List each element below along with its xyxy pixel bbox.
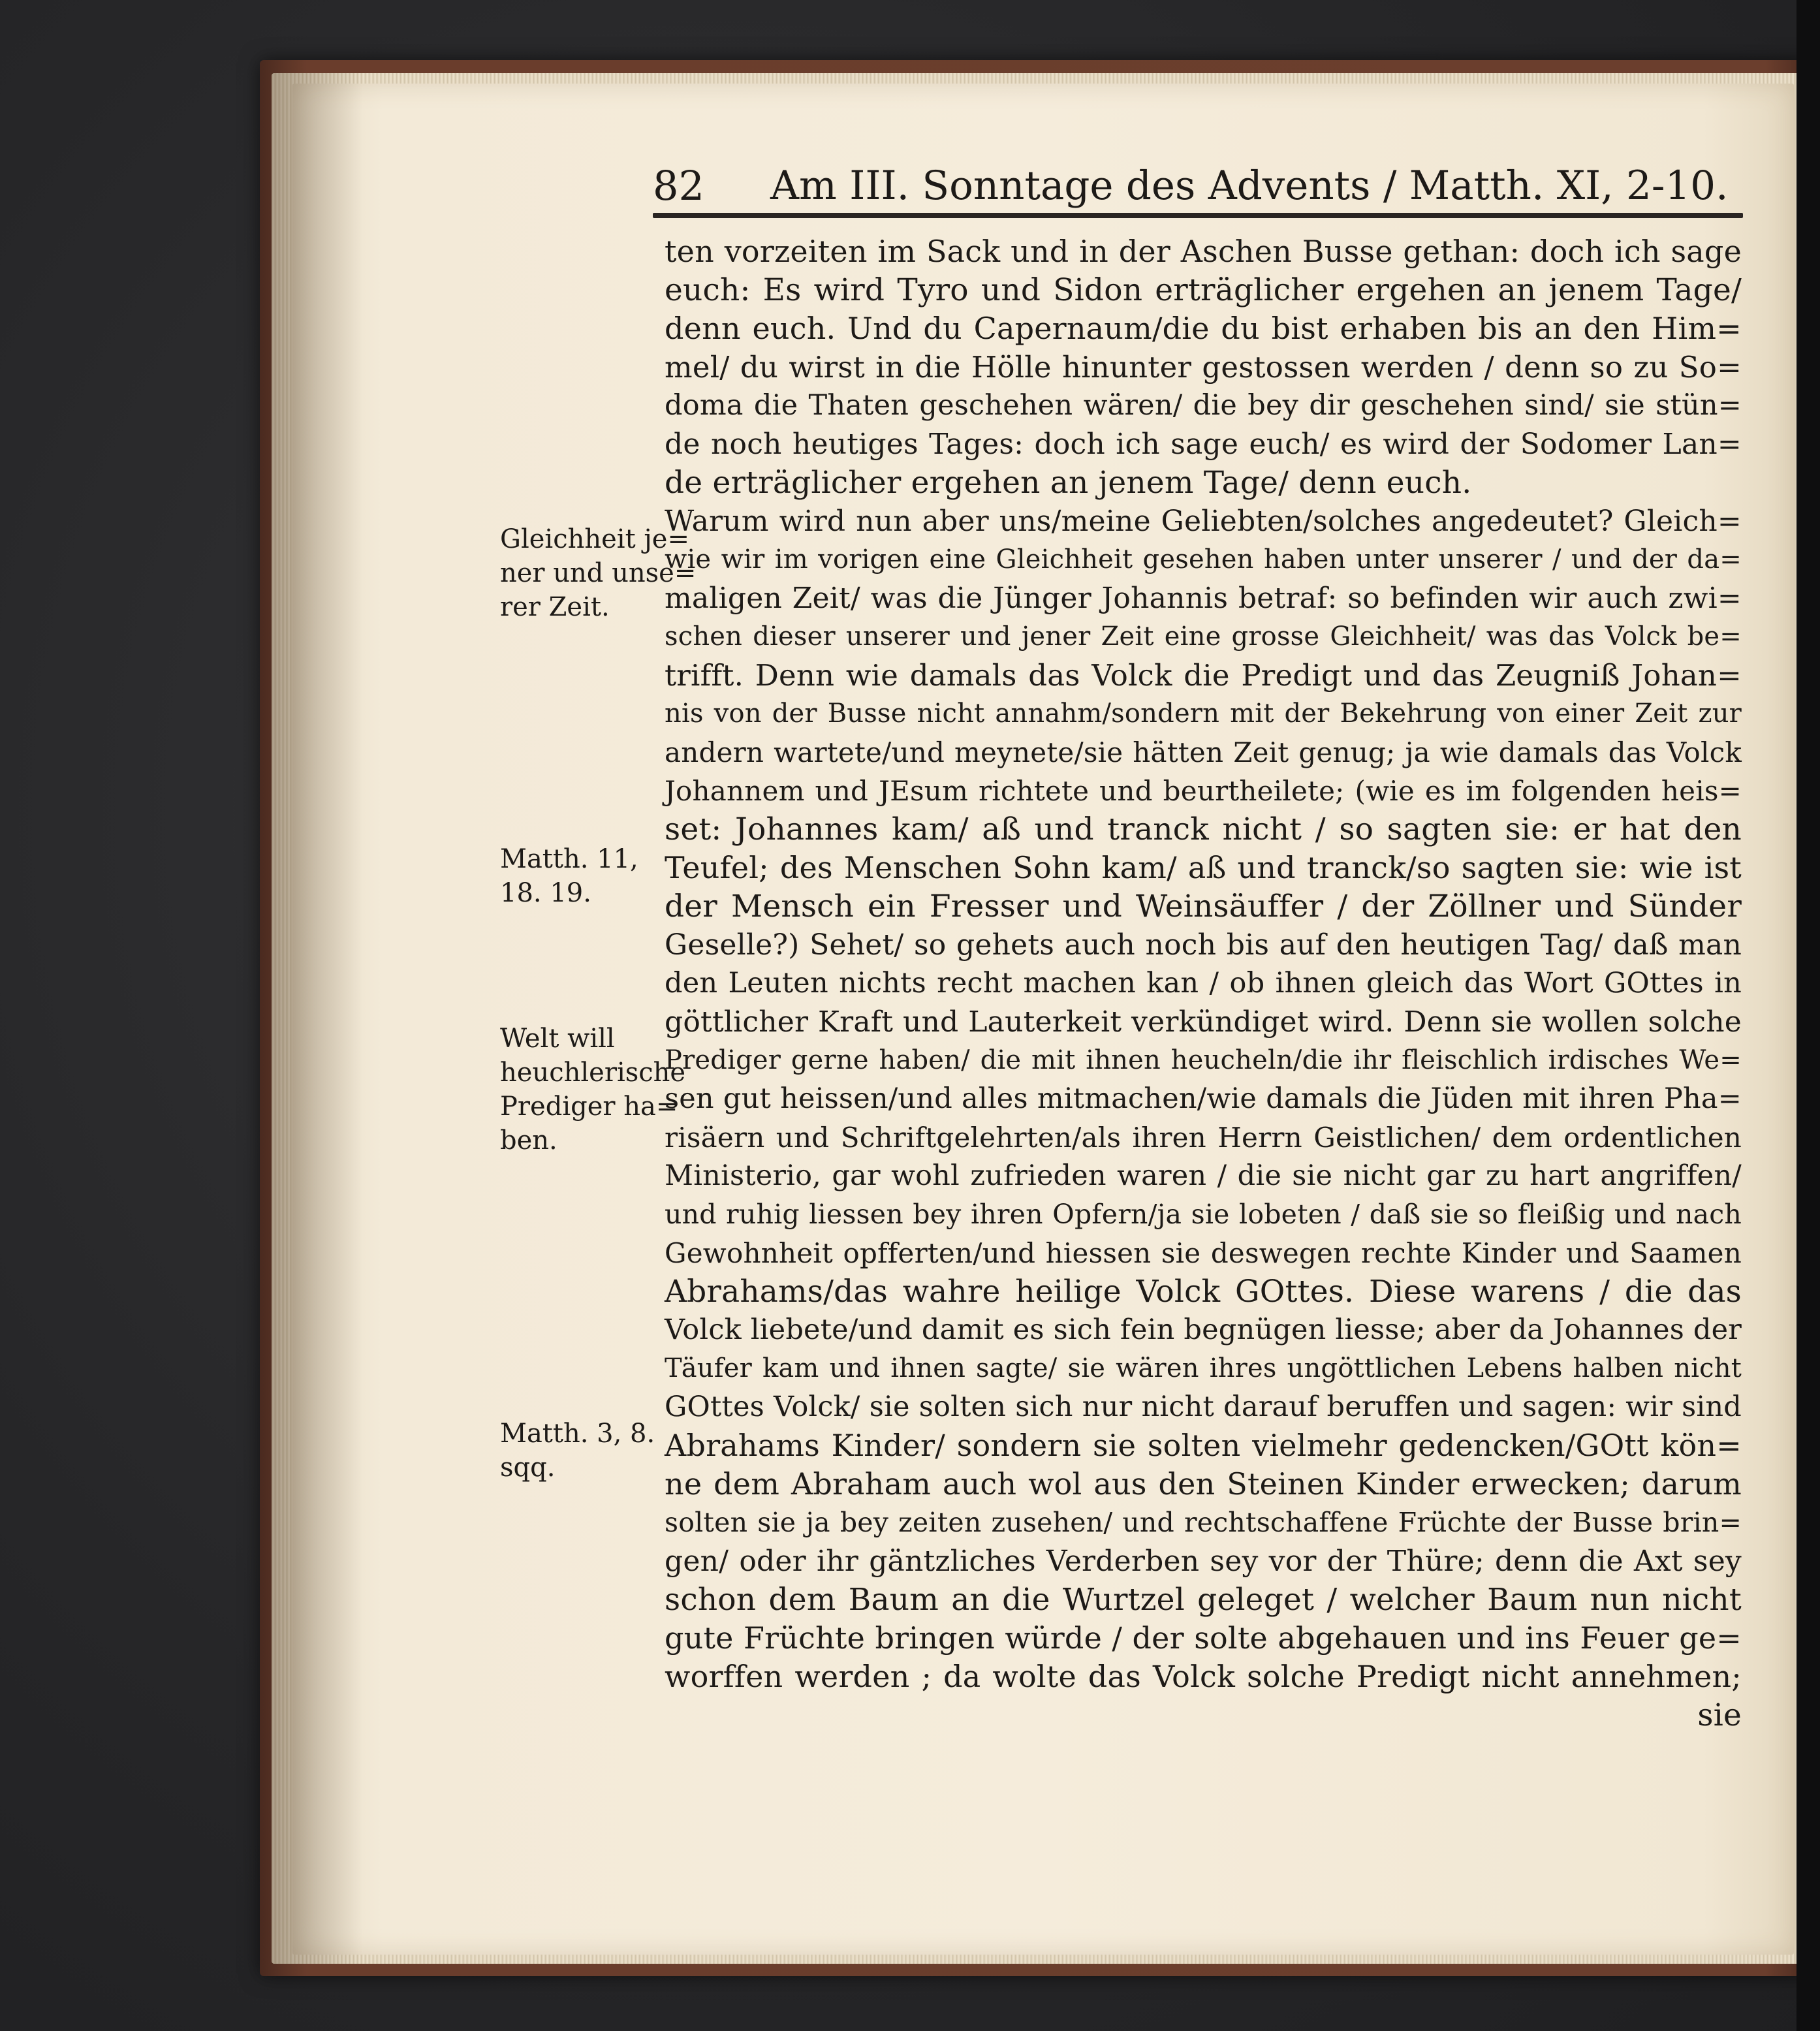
text-line: maligen Zeit/ was die Jünger Johannis betraf: so befinden wir auch zwi=	[665, 582, 1742, 615]
text-line: Ministerio, gar wohl zufrieden waren / die sie nicht gar zu hart angriffen/	[665, 1159, 1742, 1192]
margin-note-line: Prediger ha=	[500, 1092, 678, 1122]
margin-note-line: Matth. 11,	[500, 844, 638, 874]
text-line: Gewohnheit opfferten/und hiessen sie deswegen rechte Kinder und Saamen	[665, 1237, 1742, 1269]
text-line: trifft. Denn wie damals das Volck die Predigt und das Zeugniß Johan=	[665, 658, 1742, 693]
margin-note-line: heuchlerische	[500, 1058, 686, 1088]
header-rule	[653, 213, 1743, 218]
text-line: risäern und Schriftgelehrten/als ihren Herrn Geistlichen/ dem ordentlichen	[665, 1122, 1742, 1154]
body-text	[665, 232, 1742, 1735]
text-line: worffen werden ; da wolte das Volck solche Predigt nicht annehmen;	[665, 1659, 1742, 1694]
margin-note	[500, 1022, 685, 1157]
text-line: ten vorzeiten im Sack und in der Aschen Busse gethan: doch ich sage	[665, 234, 1742, 269]
text-line: göttlicher Kraft und Lauterkeit verkündiget wird. Denn sie wollen solche	[665, 1005, 1742, 1039]
text-line: Johannem und JEsum richtete und beurtheilete; (wie es im folgenden heis=	[665, 775, 1742, 807]
margin-note-line: Welt will	[500, 1024, 615, 1054]
text-line: denn euch. Und du Capernaum/die du bist erhaben bis an den Him=	[665, 311, 1742, 346]
running-title: Am III. Sonntage des Advents / Matth. XI, 2-10.	[770, 163, 1729, 209]
text-line: solten sie ja bey zeiten zusehen/ und rechtschaffene Früchte der Busse brin=	[665, 1507, 1742, 1538]
text-line: set: Johannes kam/ aß und tranck nicht / so sagten sie: er hat den	[665, 811, 1742, 847]
margin-note-line: Gleichheit je=	[500, 524, 689, 554]
text-line: schen dieser unserer und jener Zeit eine grosse Gleichheit/ was das Volck be=	[665, 622, 1742, 652]
margin-note-line: ben.	[500, 1126, 557, 1156]
text-line: und ruhig liessen bey ihren Opfern/ja sie lobeten / daß sie so fleißig und nach	[665, 1199, 1742, 1230]
text-line: de noch heutiges Tages: doch ich sage euch/ es wird der Sodomer Lan=	[665, 428, 1742, 461]
text-line: Täufer kam und ihnen sagte/ sie wären ihres ungöttlichen Lebens halben nicht	[665, 1353, 1742, 1383]
text-line: nis von der Busse nicht annahm/sondern mit der Bekehrung von einer Zeit zur	[665, 699, 1742, 729]
margin-note-line: 18. 19.	[500, 878, 591, 908]
text-line: Abrahams/das wahre heilige Volck GOttes. Diese warens / die das	[665, 1274, 1742, 1310]
text-line: andern wartete/und meynete/sie hätten Zeit genug; ja wie damals das Volck	[665, 736, 1742, 768]
text-line: den Leuten nichts recht machen kan / ob ihnen gleich das Wort GOttes in	[665, 967, 1742, 1000]
page-number: 82	[653, 162, 704, 210]
catchword: sie	[1697, 1697, 1742, 1733]
text-line: GOttes Volck/ sie solten sich nur nicht darauf beruffen und sagen: wir sind	[665, 1391, 1742, 1423]
text-line: sen gut heissen/und alles mitmachen/wie damals die Jüden mit ihren Pha=	[665, 1082, 1742, 1115]
text-line: Geselle?) Sehet/ so gehets auch noch bis auf den heutigen Tag/ daß man	[665, 928, 1742, 962]
margin-note	[500, 1417, 655, 1485]
margin-note-line: ner und unse=	[500, 558, 697, 588]
running-head	[653, 157, 1743, 215]
text-line: euch: Es wird Tyro und Sidon erträglicher ergehen an jenem Tage/	[665, 272, 1742, 308]
scan-border	[1796, 0, 1820, 2031]
text-line: wie wir im vorigen eine Gleichheit gesehen haben unter unserer / und der da=	[665, 544, 1742, 575]
text-line: der Mensch ein Fresser und Weinsäuffer / der Zöllner und Sünder	[665, 889, 1742, 924]
margin-note	[500, 522, 696, 624]
text-line: Teufel; des Menschen Sohn kam/ aß und tranck/so sagten sie: wie ist	[665, 850, 1742, 885]
text-line: schon dem Baum an die Wurtzel geleget / welcher Baum nun nicht	[665, 1582, 1742, 1618]
margin-note-line: sqq.	[500, 1453, 556, 1483]
text-line: gen/ oder ihr gäntzliches Verderben sey vor der Thüre; denn die Axt sey	[665, 1545, 1742, 1578]
text-line: Prediger gerne haben/ die mit ihnen heucheln/die ihr fleischlich irdisches We=	[665, 1045, 1742, 1075]
text-line: mel/ du wirst in die Hölle hinunter gestossen werden / denn so zu So=	[665, 350, 1742, 385]
margin-note	[500, 842, 638, 910]
text-line: Warum wird nun aber uns/meine Geliebten/solches angedeutet? Gleich=	[665, 505, 1742, 538]
text-line: ne dem Abraham auch wol aus den Steinen Kinder erwecken; darum	[665, 1466, 1742, 1502]
margin-note-line: Matth. 3, 8.	[500, 1419, 655, 1449]
margin-note-line: rer Zeit.	[500, 592, 610, 622]
text-line: doma die Thaten geschehen wären/ die bey dir geschehen sind/ sie stün=	[665, 389, 1742, 422]
text-line: Abrahams Kinder/ sondern sie solten vielmehr gedencken/GOtt kön=	[665, 1428, 1742, 1463]
text-line: gute Früchte bringen würde / der solte abgehauen und ins Feuer ge=	[665, 1620, 1742, 1656]
text-line: Volck liebete/und damit es sich fein begnügen liesse; aber da Johannes der	[665, 1314, 1742, 1346]
text-line: de erträglicher ergehen an jenem Tage/ denn euch.	[665, 465, 1472, 501]
